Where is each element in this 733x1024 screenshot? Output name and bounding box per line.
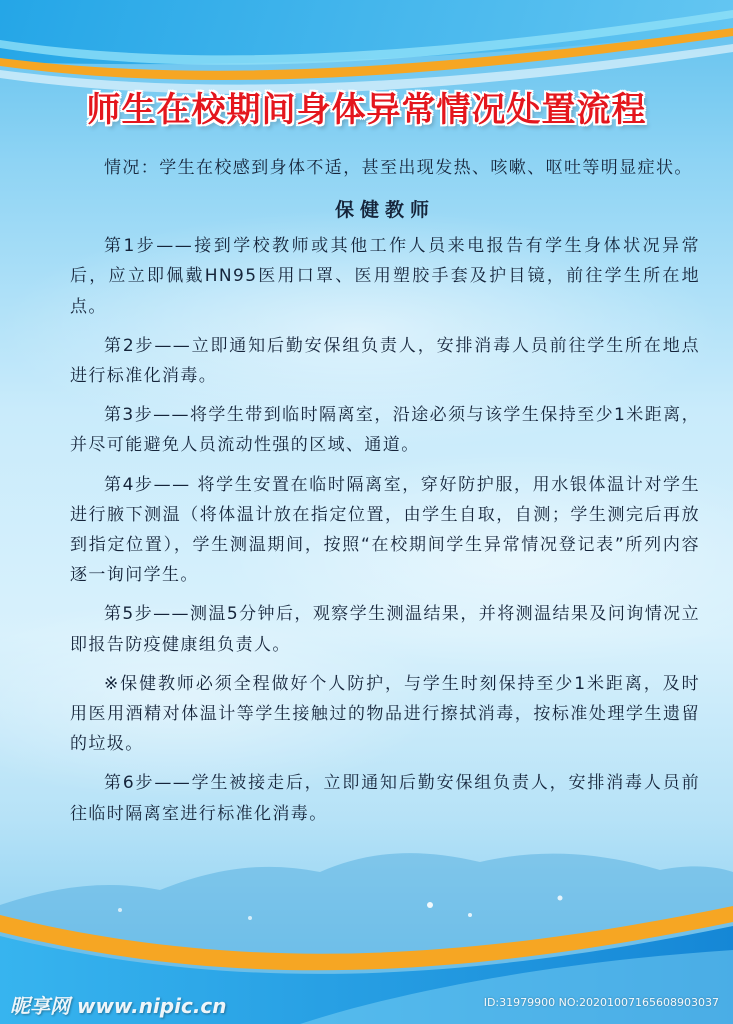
step-paragraph: 第2步——立即通知后勤安保组负责人，安排消毒人员前往学生所在地点进行标准化消毒。 xyxy=(70,335,700,387)
sparkle xyxy=(118,908,122,912)
note-paragraph: ※保健教师必须全程做好个人防护，与学生时刻保持至少1米距离，及时用医用酒精对体温计等学生接触过的物品进行擦拭消毒，按标准处理学生遗留的垃圾。 xyxy=(70,673,700,755)
step-paragraph: 第3步——将学生带到临时隔离室，沿途必须与该学生保持至少1米距离，并尽可能避免人员流动性强的区域、通道。 xyxy=(70,405,700,456)
step-paragraph: 第5步——测温5分钟后，观察学生测温结果，并将测温结果及问询情况立即报告防疫健康组负责人。 xyxy=(70,604,700,655)
sparkle xyxy=(558,896,563,901)
step-paragraph: 第1步——接到学校教师或其他工作人员来电报告有学生身体状况异常后，应立即佩戴HN95医用口罩、医用塑胶手套及护目镜，前往学生所在地点。 xyxy=(70,236,700,317)
page-title: 师生在校期间身体异常情况处置流程 xyxy=(86,90,647,130)
intro-paragraph: 情况：学生在校感到身体不适，甚至出现发热、咳嗽、呕吐等明显症状。 xyxy=(104,158,693,178)
document-body xyxy=(70,153,700,838)
step-paragraph: 第6步——学生被接走后，立即通知后勤安保组负责人，安排消毒人员前往临时隔离室进行标准化消毒。 xyxy=(70,773,700,824)
image-id-watermark: ID:31979900 NO:20201007165608903037 xyxy=(483,996,719,1009)
sparkle xyxy=(468,913,472,917)
sparkle xyxy=(427,902,433,908)
section-title: 保健教师 xyxy=(334,199,435,222)
sparkle xyxy=(248,916,252,920)
site-watermark: 昵享网 www.nipic.cn xyxy=(10,994,227,1018)
step-paragraph: 第4步—— 将学生安置在临时隔离室，穿好防护服，用水银体温计对学生进行腋下测温（将体温计放在指定位置，由学生自取，自测；学生测完后再放到指定位置），学生测温期间，按照“在校期间学生异常情况登记表”所列内容逐一询问学生。 xyxy=(70,474,700,586)
